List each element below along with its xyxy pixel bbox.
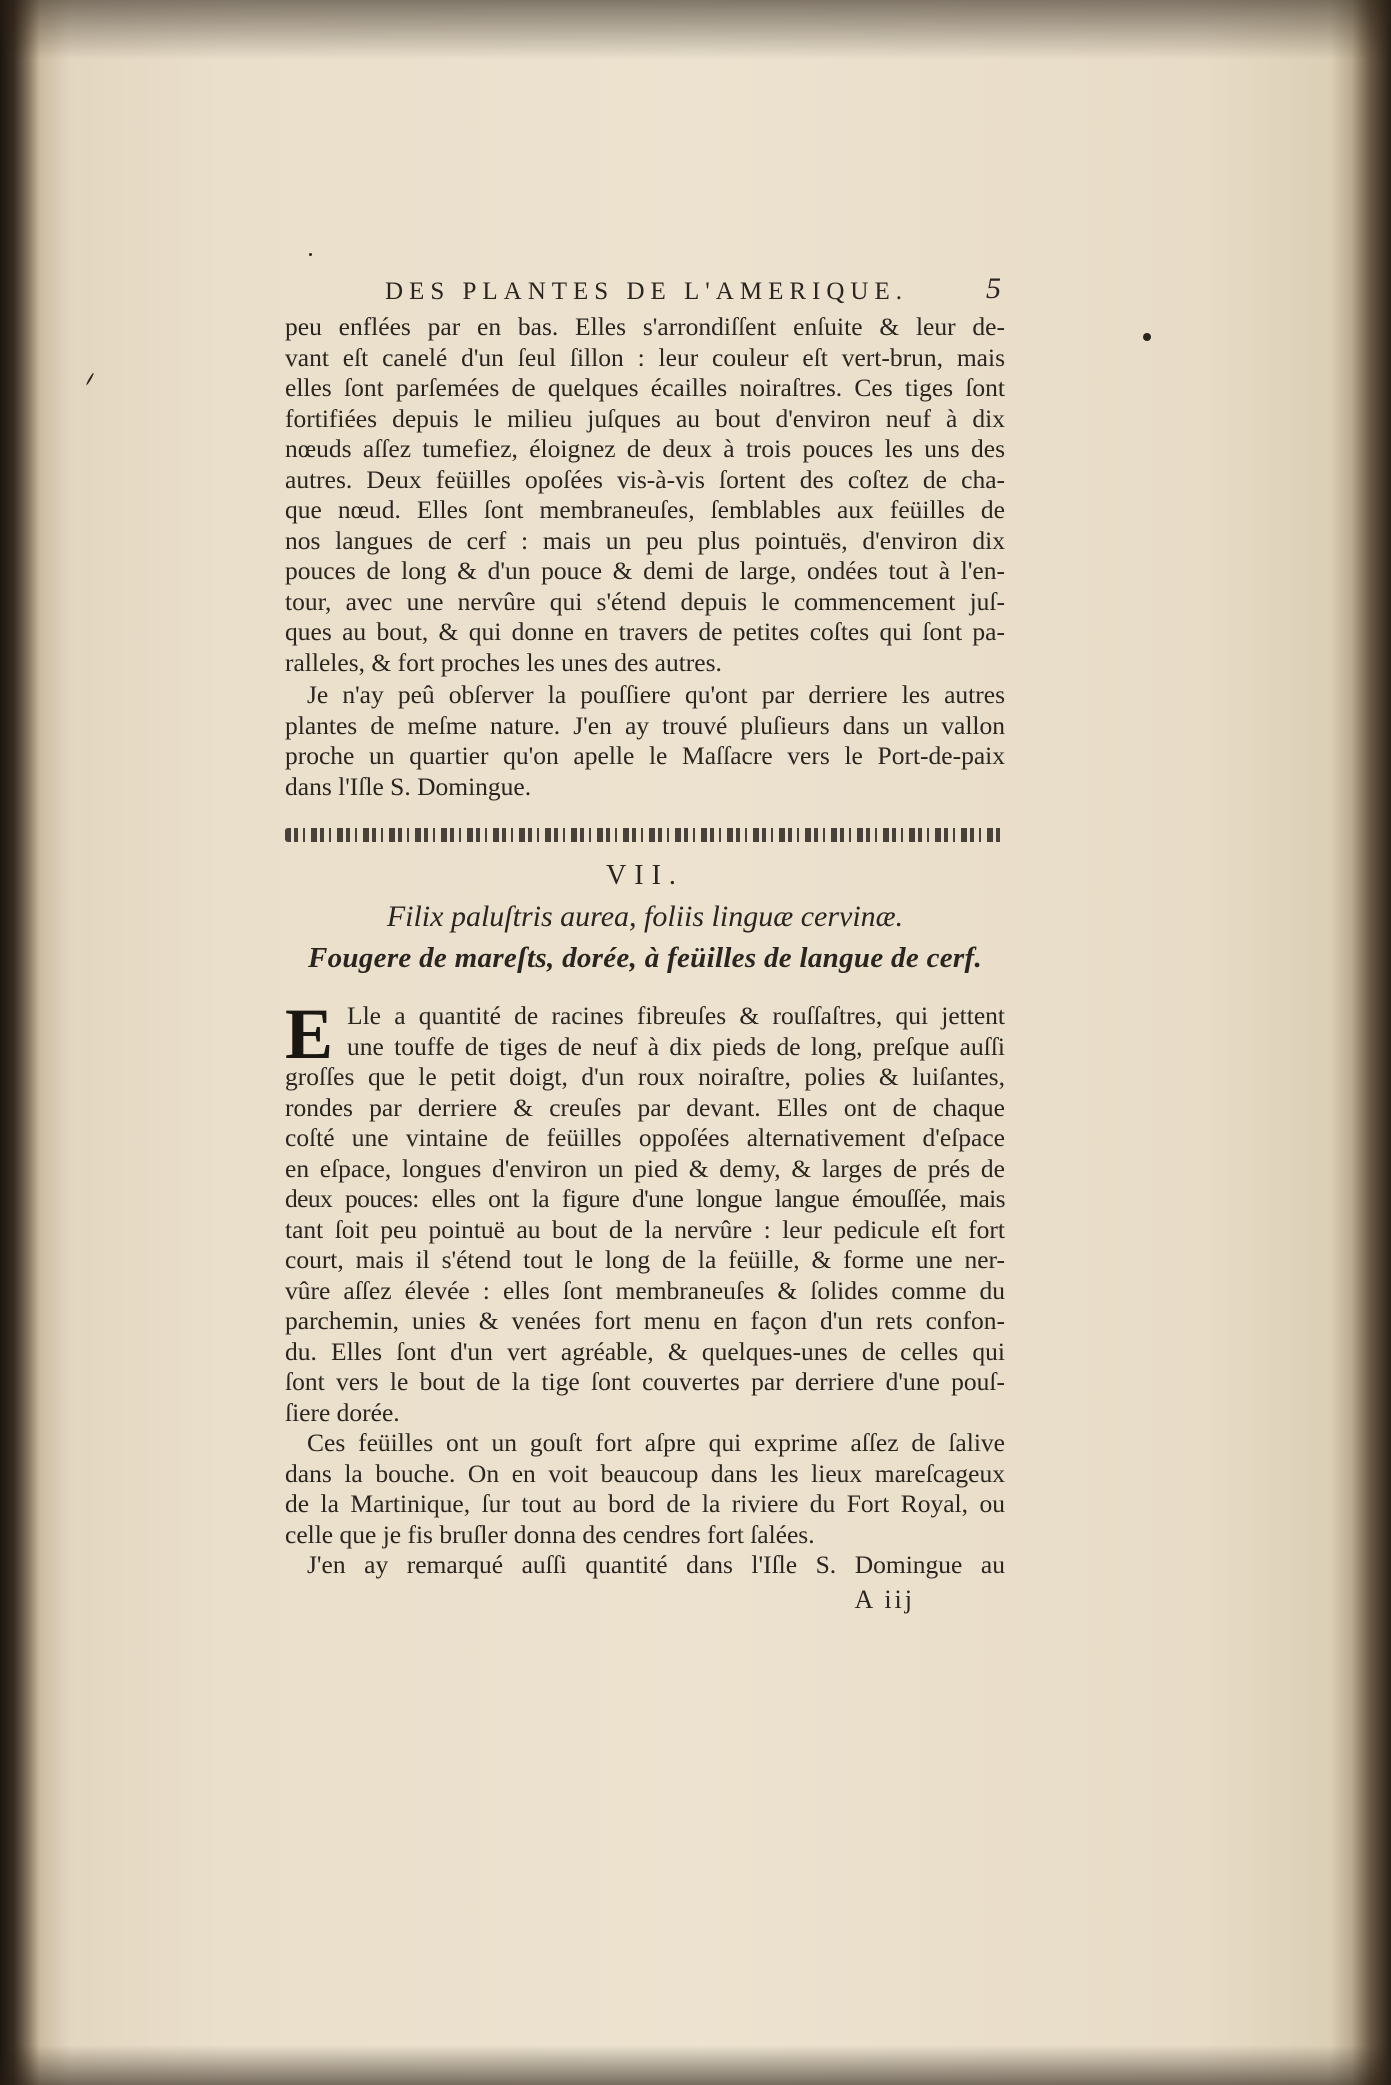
text-line: rondes par derriere & creuſes par devant. Elles ont de chaque xyxy=(285,1092,1005,1122)
paragraph-continued xyxy=(285,312,1005,678)
text-line: ſont vers le bout de la tige ſont couvertes par derriere d'une pouſ- xyxy=(285,1367,1005,1396)
paragraph-taste xyxy=(285,1428,1005,1550)
page-number: 5 xyxy=(986,272,1005,305)
text-line: parchemin, unies & venées fort menu en façon d'un rets confon- xyxy=(285,1306,1005,1335)
running-head-title: DES PLANTES DE L'AMERIQUE. xyxy=(385,278,908,305)
text-line: une touffe de tiges de neuf à dix pieds de long, preſque auſſi xyxy=(347,1031,1005,1061)
text-line: vant eſt canelé d'un ſeul ſillon : leur couleur eſt vert-brun, mais xyxy=(285,342,1005,372)
text-line: coſté une vintaine de feüilles oppoſées alternativement d'eſpace xyxy=(285,1123,1005,1152)
text-line: ques au bout, & qui donne en travers de petites coſtes qui ſont pa- xyxy=(285,617,1005,646)
text-line: fortifiées depuis le milieu juſques au bout d'environ neuf à dix xyxy=(285,403,1005,433)
text-line: Ces feüilles ont un gouſt fort aſpre qui exprime aſſez de ſalive xyxy=(307,1428,1005,1457)
text-line: dans la bouche. On en voit beaucoup dans les lieux mareſcageux xyxy=(285,1458,1005,1488)
text-line: tour, avec une nervûre qui s'étend depuis le commencement juſ- xyxy=(285,586,1005,616)
text-line: nœuds aſſez tumefiez, éloignez de deux à trois pouces les uns des xyxy=(285,434,1005,463)
text-line: court, mais il s'étend tout le long de la feüille, & forme une ner- xyxy=(285,1245,1005,1274)
ink-speck xyxy=(1143,333,1151,341)
ink-speck xyxy=(86,372,95,385)
text-line: Je n'ay peû obſerver la pouſſiere qu'ont par derriere les autres xyxy=(307,680,1005,709)
ink-speck xyxy=(309,253,312,256)
paragraph-main xyxy=(285,994,1005,1428)
text-line: celle que je fis bruſler donna des cendres fort ſalées. xyxy=(285,1519,815,1549)
paragraph-final xyxy=(285,1550,1005,1581)
latin-title: Filix paluſtris aurea, foliis linguæ cervinæ. xyxy=(386,900,904,933)
text-line: Lle a quantité de racines fibreuſes & rouſſaſtres, qui jettent xyxy=(347,1001,1005,1030)
text-line: groſſes que le petit doigt, d'un roux noiraſtre, polies & luiſantes, xyxy=(285,1062,1005,1091)
text-line: de la Martinique, ſur tout au bord de la riviere du Fort Royal, ou xyxy=(285,1489,1005,1518)
text-line: elles ſont parſemées de quelques écailles noiraſtres. Ces tiges ſont xyxy=(285,373,1005,402)
text-line: que nœud. Elles ſont membraneuſes, ſemblables aux feüilles de xyxy=(285,495,1005,524)
text-line: ſiere dorée. xyxy=(285,1397,400,1427)
paragraph-observation xyxy=(285,680,1005,802)
french-title: Fougere de mareſts, dorée, à feüilles de langue de cerf. xyxy=(307,942,982,974)
text-line: deux pouces: elles ont la figure d'une longue langue émouſſée, mais xyxy=(285,1184,1005,1213)
text-line: J'en ay remarqué auſſi quantité dans l'Iſle S. Domingue au xyxy=(307,1550,1005,1579)
running-head xyxy=(285,272,1005,312)
text-line: du. Elles ſont d'un vert agréable, & quelques-unes de celles qui xyxy=(285,1336,1005,1366)
text-block xyxy=(285,272,1005,1615)
text-line: en eſpace, longues d'environ un pied & demy, & larges de prés de xyxy=(285,1153,1005,1183)
text-line: tant ſoit peu pointuë au bout de la nervûre : leur pedicule eſt fort xyxy=(285,1214,1005,1244)
text-line: pouces de long & d'un pouce & demi de large, ondées tout à l'en- xyxy=(285,556,1005,585)
text-line: peu enflées par en bas. Elles s'arrondiſſent enſuite & leur de- xyxy=(285,312,1005,341)
text-line: vûre aſſez élevée : elles ſont membraneuſes & ſolides comme du xyxy=(285,1275,1005,1305)
text-line: nos langues de cerf : mais un peu plus pointuës, d'environ dix xyxy=(285,525,1005,555)
drop-cap: E xyxy=(285,994,334,1074)
section-number: VII. xyxy=(606,860,684,891)
signature-mark: A iij xyxy=(854,1584,915,1614)
text-line: plantes de meſme nature. J'en ay trouvé pluſieurs dans un vallon xyxy=(285,710,1005,740)
text-line: autres. Deux feüilles opoſées vis-à-vis ſortent des coſtez de cha- xyxy=(285,464,1005,494)
ornamental-rule xyxy=(285,828,1005,842)
text-line: proche un quartier qu'on apelle le Maſſacre vers le Port-de-paix xyxy=(285,741,1005,770)
text-line: dans l'Iſle S. Domingue. xyxy=(285,771,532,801)
text-line: ralleles, & fort proches les unes des autres. xyxy=(285,647,722,677)
